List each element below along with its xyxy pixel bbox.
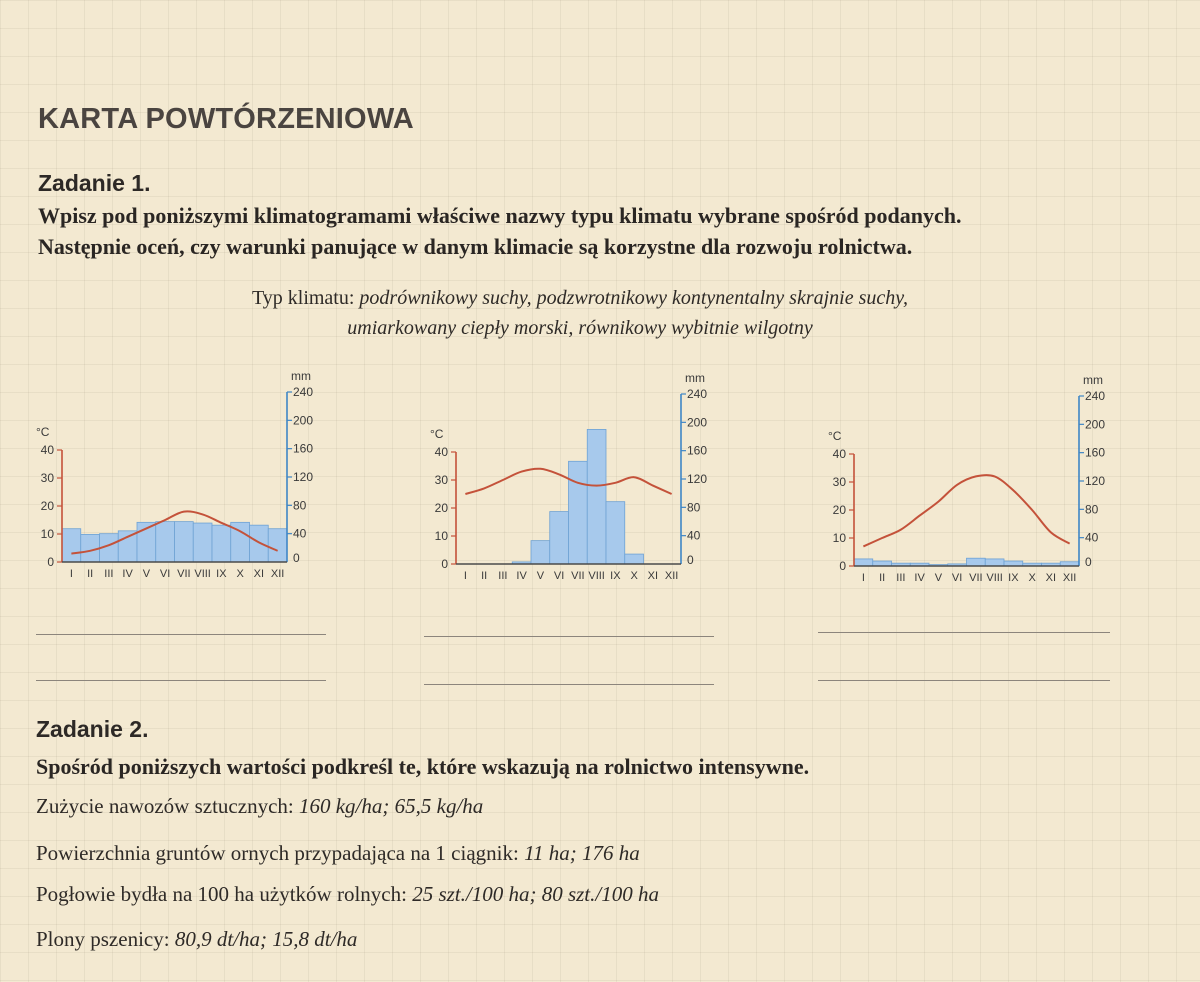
answer-line-2a[interactable] [424,636,714,637]
precipitation-bar [531,541,550,564]
precip-tick-label: 240 [293,385,314,399]
month-label: V [934,572,943,584]
month-label: III [896,572,906,584]
month-label: X [236,568,244,580]
temp-tick-label: 30 [832,475,846,489]
month-label: I [463,570,467,582]
temp-tick-label: 0 [441,557,448,571]
precip-tick-label: 240 [1085,389,1106,403]
month-label: VI [159,568,171,580]
precipitation-bar [569,461,588,564]
precipitation-bar [156,522,175,562]
month-label: VI [553,570,565,582]
month-label: XII [1062,572,1077,584]
month-label: XI [647,570,659,582]
climate-types-line2 [130,313,1030,343]
task-1-instruction-line1: Wpisz pod poniższymi klimatogramami właściwe nazwy typu klimatu wybrane spośród podanych. [38,203,962,228]
month-label: V [142,568,151,580]
month-label: VII [177,568,191,580]
temp-tick-label: 40 [40,443,54,457]
climate-types-label: Typ klimatu: [251,287,355,309]
temp-tick-label: 30 [434,473,448,487]
temperature-curve [863,475,1069,546]
month-label: VIII [588,570,605,582]
precip-tick-label: 80 [687,500,701,515]
temp-unit-label: °C [36,425,50,439]
month-label: X [630,570,638,582]
task-2-item-label: Zużycie nawozów sztucznych: [36,794,294,818]
precip-tick-label: 160 [1085,445,1106,460]
task-2-item-2 [36,841,640,866]
task-2-item-values[interactable]: 25 szt./100 ha; 80 szt./100 ha [412,882,659,906]
month-label: VIII [194,568,211,580]
precipitation-bar [1004,561,1023,566]
task-2-item-values[interactable]: 80,9 dt/ha; 15,8 dt/ha [174,927,358,951]
precip-tick-label: 40 [293,526,307,541]
month-label: II [87,568,94,580]
precip-tick-label: 200 [1085,417,1106,432]
month-label: III [498,570,508,582]
precipitation-bar [873,561,892,566]
temp-tick-label: 10 [40,527,54,541]
answer-line-1b[interactable] [36,680,326,681]
temp-unit-label: °C [430,427,444,441]
precip-unit-label: mm [291,370,311,383]
precip-unit-label: mm [685,372,705,385]
temp-tick-label: 10 [434,529,448,543]
precipitation-bar [193,523,212,562]
month-label: X [1028,572,1036,584]
precip-tick-label: 200 [687,415,708,430]
month-label: VII [571,570,585,582]
precipitation-bar [268,529,287,562]
climate-types-line1 [130,283,1030,313]
precip-tick-label: 240 [687,387,708,401]
precipitation-bar [625,554,644,564]
precip-tick-label: 0 [687,553,694,567]
page-title: KARTA POWTÓRZENIOWA [38,103,414,135]
task-2-item-label: Powierzchnia gruntów ornych przypadająca na 1 ciągnik: [36,841,519,865]
precip-tick-label: 0 [293,551,300,565]
precip-tick-label: 200 [293,413,314,428]
month-label: IX [216,568,227,580]
month-label: XI [1045,572,1057,584]
precipitation-bar [587,429,606,564]
precipitation-bar [212,525,231,562]
task-2-item-1 [36,794,483,819]
answer-line-3b[interactable] [818,680,1110,681]
task-2-item-values[interactable]: 11 ha; 176 ha [524,841,640,865]
month-label: XII [664,570,679,582]
answer-line-3a[interactable] [818,632,1110,633]
month-label: VI [951,572,963,584]
precip-tick-label: 40 [1085,530,1099,545]
task-1-heading: Zadanie 1. [38,170,151,196]
precipitation-bar [606,502,625,564]
precip-tick-label: 160 [687,443,708,458]
month-label: V [536,570,545,582]
temp-tick-label: 0 [839,559,846,573]
month-label: VII [969,572,983,584]
precipitation-bar [967,558,986,566]
month-label: XI [253,568,265,580]
month-label: VIII [986,572,1003,584]
precip-tick-label: 120 [293,470,314,484]
temp-tick-label: 20 [40,499,54,513]
answer-line-2b[interactable] [424,684,714,685]
precipitation-bar [985,559,1004,566]
temp-tick-label: 30 [40,471,54,485]
month-label: I [861,572,865,584]
precip-tick-label: 120 [687,472,708,486]
temp-unit-label: °C [828,429,842,443]
temp-tick-label: 0 [47,555,54,569]
temp-tick-label: 20 [832,503,846,517]
precip-unit-label: mm [1083,374,1103,387]
climate-types-options-2: umiarkowany ciepły morski, równikowy wybitnie wilgotny [347,317,813,339]
month-label: XII [270,568,285,580]
month-label: IV [122,568,133,580]
month-label: II [879,572,886,584]
task-2-item-label: Plony pszenicy: [36,927,170,951]
month-label: IV [914,572,925,584]
precipitation-bar [854,559,873,566]
precip-tick-label: 120 [1085,474,1106,488]
month-label: III [104,568,114,580]
temp-tick-label: 10 [832,531,846,545]
temp-tick-label: 20 [434,501,448,515]
temp-tick-label: 40 [832,447,846,461]
precipitation-bar [118,531,137,562]
precip-tick-label: 160 [293,441,314,456]
precip-tick-label: 80 [1085,502,1099,517]
precipitation-bar [550,512,569,564]
task-1-instruction-line2: Następnie oceń, czy warunki panujące w danym klimacie są korzystne dla rozwoju rolnictwa. [38,234,913,259]
month-label: IX [1008,572,1019,584]
climate-types-options-1: podrównikowy suchy, podzwrotnikowy kontynentalny skrajnie suchy, [359,287,909,309]
precipitation-bar [62,529,81,562]
precip-tick-label: 40 [687,528,701,543]
month-label: I [69,568,73,580]
climograph-2 [414,372,744,592]
month-label: IV [516,570,527,582]
climograph-1 [20,370,350,590]
month-label: II [481,570,488,582]
month-label: IX [610,570,621,582]
temp-tick-label: 40 [434,445,448,459]
climograph-3 [812,374,1142,594]
precip-tick-label: 80 [293,498,307,513]
task-2-item-label: Pogłowie bydła na 100 ha użytków rolnych: [36,882,407,906]
answer-line-1a[interactable] [36,634,326,635]
precipitation-bar [175,522,194,562]
task-2-item-4 [36,927,357,952]
task-2-item-values[interactable]: 160 kg/ha; 65,5 kg/ha [298,794,484,818]
precip-tick-label: 0 [1085,555,1092,569]
task-2-heading: Zadanie 2. [36,716,149,742]
task-2-item-3 [36,882,659,907]
task-2-instruction: Spośród poniższych wartości podkreśl te, które wskazują na rolnictwo intensywne. [36,754,810,779]
precipitation-bar [250,525,269,562]
